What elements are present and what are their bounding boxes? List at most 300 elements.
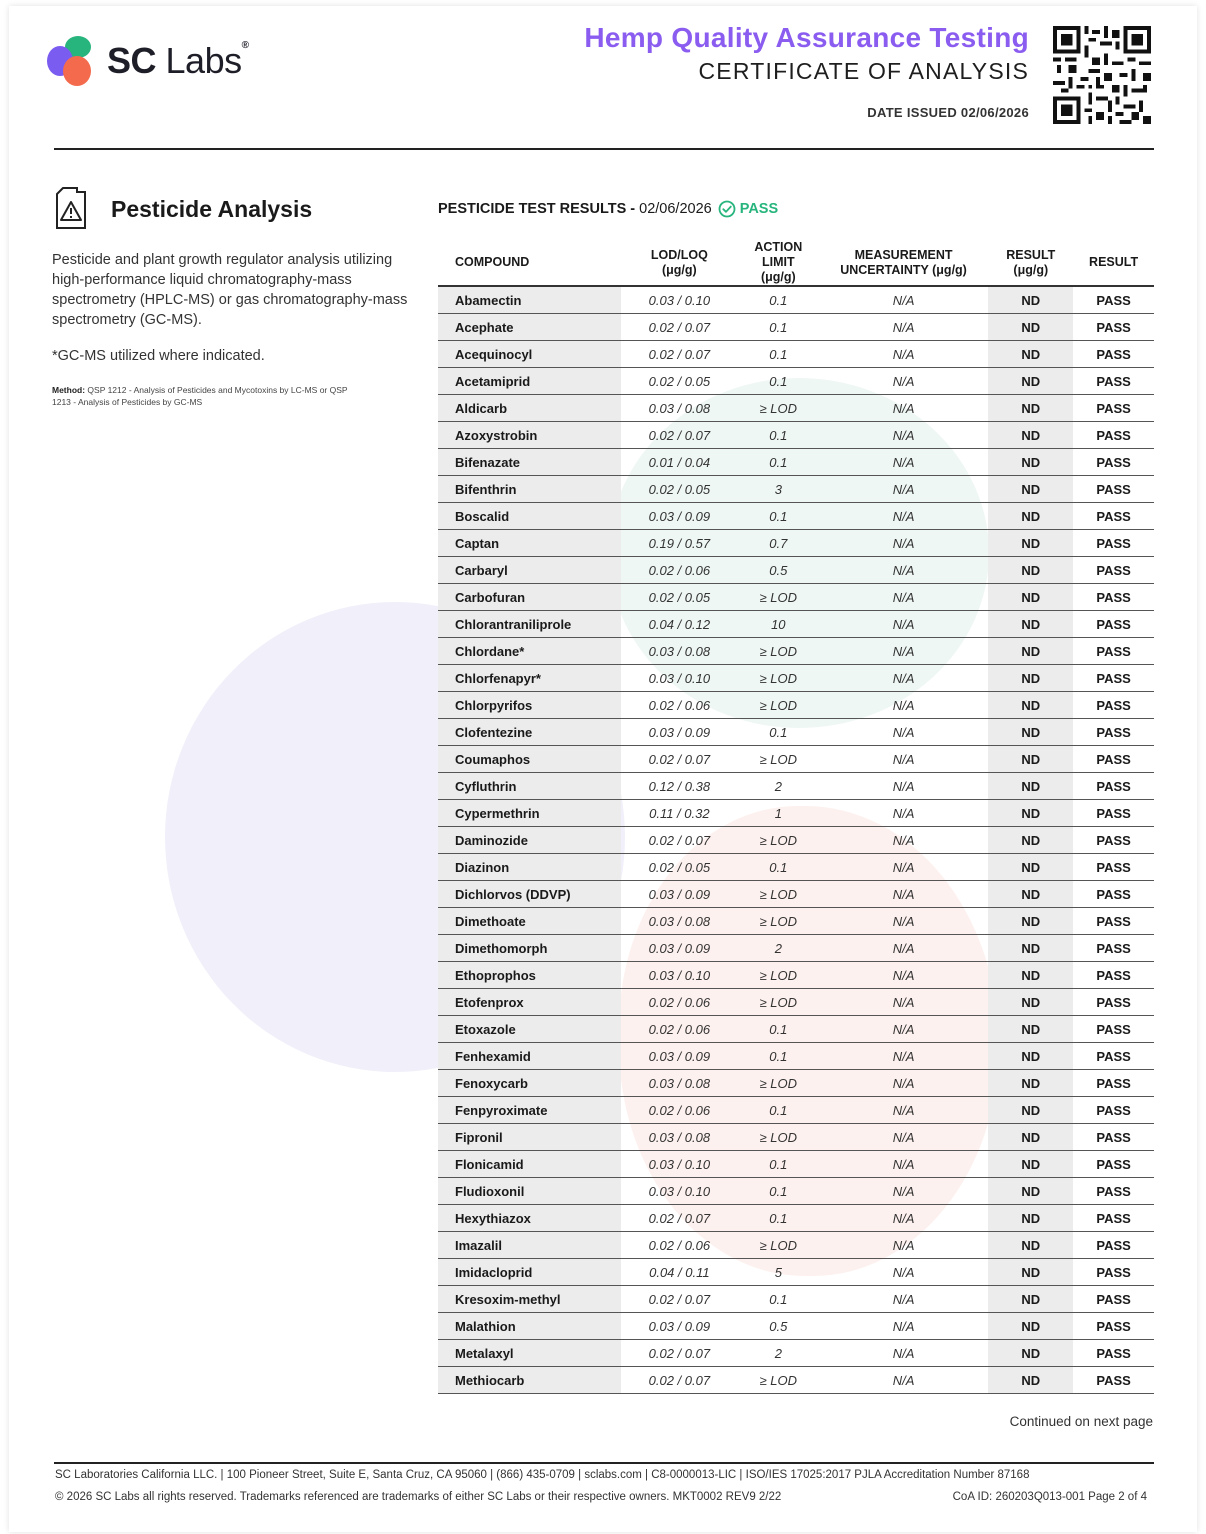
uncertainty-cell: N/A bbox=[819, 449, 989, 476]
results-header: PESTICIDE TEST RESULTS - 02/06/2026 PASS bbox=[438, 201, 779, 217]
action-limit-cell: ≥ LOD bbox=[738, 692, 819, 719]
result-status-cell: PASS bbox=[1073, 1232, 1154, 1259]
table-row bbox=[438, 611, 1154, 638]
action-limit-cell: 0.1 bbox=[738, 719, 819, 746]
result-value-cell: ND bbox=[988, 935, 1073, 962]
action-limit-cell: ≥ LOD bbox=[738, 395, 819, 422]
result-status-cell: PASS bbox=[1073, 557, 1154, 584]
lod-loq-cell: 0.03 / 0.08 bbox=[621, 1124, 738, 1151]
results-date: 02/06/2026 bbox=[639, 201, 712, 217]
qr-code-icon bbox=[1053, 26, 1151, 124]
table-row bbox=[438, 665, 1154, 692]
compound-cell: Bifenthrin bbox=[438, 476, 621, 503]
result-value-cell: ND bbox=[988, 1097, 1073, 1124]
action-limit-cell: 0.1 bbox=[738, 1043, 819, 1070]
compound-cell: Dimethomorph bbox=[438, 935, 621, 962]
result-status-cell: PASS bbox=[1073, 611, 1154, 638]
lod-loq-cell: 0.02 / 0.07 bbox=[621, 422, 738, 449]
table-row bbox=[438, 449, 1154, 476]
col-result-value: RESULT (μg/g) bbox=[988, 240, 1073, 286]
uncertainty-cell: N/A bbox=[819, 1097, 989, 1124]
col-lod-loq: LOD/LOQ (μg/g) bbox=[621, 240, 738, 286]
result-value-cell: ND bbox=[988, 530, 1073, 557]
result-status-cell: PASS bbox=[1073, 1097, 1154, 1124]
pesticide-container-icon bbox=[53, 186, 89, 230]
lod-loq-cell: 0.02 / 0.07 bbox=[621, 341, 738, 368]
table-row bbox=[438, 557, 1154, 584]
result-value-cell: ND bbox=[988, 1367, 1073, 1394]
compound-cell: Imidacloprid bbox=[438, 1259, 621, 1286]
action-limit-cell: 0.1 bbox=[738, 503, 819, 530]
uncertainty-cell: N/A bbox=[819, 827, 989, 854]
compound-cell: Carbofuran bbox=[438, 584, 621, 611]
lod-loq-cell: 0.03 / 0.09 bbox=[621, 935, 738, 962]
action-limit-cell: ≥ LOD bbox=[738, 989, 819, 1016]
table-row bbox=[438, 314, 1154, 341]
compound-cell: Etoxazole bbox=[438, 1016, 621, 1043]
result-status-cell: PASS bbox=[1073, 746, 1154, 773]
compound-cell: Metalaxyl bbox=[438, 1340, 621, 1367]
table-row bbox=[438, 530, 1154, 557]
lod-loq-cell: 0.03 / 0.08 bbox=[621, 395, 738, 422]
result-value-cell: ND bbox=[988, 638, 1073, 665]
compound-cell: Fipronil bbox=[438, 1124, 621, 1151]
compound-cell: Aldicarb bbox=[438, 395, 621, 422]
result-status-cell: PASS bbox=[1073, 395, 1154, 422]
result-status-cell: PASS bbox=[1073, 692, 1154, 719]
result-value-cell: ND bbox=[988, 665, 1073, 692]
table-row bbox=[438, 638, 1154, 665]
result-status-cell: PASS bbox=[1073, 341, 1154, 368]
table-row bbox=[438, 341, 1154, 368]
uncertainty-cell: N/A bbox=[819, 719, 989, 746]
compound-cell: Ethoprophos bbox=[438, 962, 621, 989]
table-row bbox=[438, 1043, 1154, 1070]
lod-loq-cell: 0.12 / 0.38 bbox=[621, 773, 738, 800]
lod-loq-cell: 0.02 / 0.06 bbox=[621, 989, 738, 1016]
table-row bbox=[438, 854, 1154, 881]
table-row bbox=[438, 881, 1154, 908]
result-value-cell: ND bbox=[988, 800, 1073, 827]
lod-loq-cell: 0.03 / 0.09 bbox=[621, 1043, 738, 1070]
action-limit-cell: ≥ LOD bbox=[738, 962, 819, 989]
footer-address: SC Laboratories California LLC. | 100 Pioneer Street, Suite E, Santa Cruz, CA 95060 | (866) 435-0709 | sclabs.com | C8-0000013-LIC | ISO/IES 17025:2017 PJLA Accreditation Number 87168 bbox=[55, 1469, 1030, 1481]
result-status-cell: PASS bbox=[1073, 1151, 1154, 1178]
compound-cell: Clofentezine bbox=[438, 719, 621, 746]
compound-cell: Chlorpyrifos bbox=[438, 692, 621, 719]
lod-loq-cell: 0.02 / 0.05 bbox=[621, 476, 738, 503]
result-status-cell: PASS bbox=[1073, 476, 1154, 503]
uncertainty-cell: N/A bbox=[819, 341, 989, 368]
lod-loq-cell: 0.03 / 0.10 bbox=[621, 665, 738, 692]
compound-cell: Chlordane* bbox=[438, 638, 621, 665]
result-status-cell: PASS bbox=[1073, 1259, 1154, 1286]
compound-cell: Methiocarb bbox=[438, 1367, 621, 1394]
lod-loq-cell: 0.02 / 0.07 bbox=[621, 1286, 738, 1313]
table-row bbox=[438, 503, 1154, 530]
uncertainty-cell: N/A bbox=[819, 773, 989, 800]
col-result-status: RESULT bbox=[1073, 240, 1154, 286]
lod-loq-cell: 0.02 / 0.07 bbox=[621, 827, 738, 854]
table-header-row bbox=[438, 240, 1154, 286]
compound-cell: Imazalil bbox=[438, 1232, 621, 1259]
col-compound: COMPOUND bbox=[438, 240, 621, 286]
compound-cell: Carbaryl bbox=[438, 557, 621, 584]
footer-copyright: © 2026 SC Labs all rights reserved. Trademarks referenced are trademarks of either SC Labs or their respective owners. MKT0002 REV9 2/22 bbox=[55, 1491, 782, 1503]
result-value-cell: ND bbox=[988, 449, 1073, 476]
lod-loq-cell: 0.11 / 0.32 bbox=[621, 800, 738, 827]
result-status-cell: PASS bbox=[1073, 719, 1154, 746]
action-limit-cell: ≥ LOD bbox=[738, 665, 819, 692]
uncertainty-cell: N/A bbox=[819, 1232, 989, 1259]
result-value-cell: ND bbox=[988, 341, 1073, 368]
table-row bbox=[438, 1340, 1154, 1367]
compound-cell: Fenpyroximate bbox=[438, 1097, 621, 1124]
action-limit-cell: 0.1 bbox=[738, 449, 819, 476]
uncertainty-cell: N/A bbox=[819, 854, 989, 881]
header-divider bbox=[54, 148, 1154, 150]
compound-cell: Diazinon bbox=[438, 854, 621, 881]
result-value-cell: ND bbox=[988, 1043, 1073, 1070]
table-row bbox=[438, 935, 1154, 962]
result-value-cell: ND bbox=[988, 881, 1073, 908]
result-status-cell: PASS bbox=[1073, 1340, 1154, 1367]
uncertainty-cell: N/A bbox=[819, 1340, 989, 1367]
action-limit-cell: 0.5 bbox=[738, 1313, 819, 1340]
compound-cell: Bifenazate bbox=[438, 449, 621, 476]
compound-cell: Boscalid bbox=[438, 503, 621, 530]
lod-loq-cell: 0.03 / 0.10 bbox=[621, 1178, 738, 1205]
uncertainty-cell: N/A bbox=[819, 1016, 989, 1043]
result-value-cell: ND bbox=[988, 962, 1073, 989]
result-value-cell: ND bbox=[988, 1178, 1073, 1205]
section-description: Pesticide and plant growth regulator analysis utilizing high-performance liquid chromatography-mass spectrometry (HPLC-MS) or gas chromatography-mass spectrometry (GC-MS). bbox=[52, 252, 408, 328]
section-title: Pesticide Analysis bbox=[111, 196, 313, 222]
action-limit-cell: 0.1 bbox=[738, 314, 819, 341]
overall-status-badge: PASS bbox=[739, 201, 779, 217]
result-status-cell: PASS bbox=[1073, 638, 1154, 665]
result-status-cell: PASS bbox=[1073, 1313, 1154, 1340]
uncertainty-cell: N/A bbox=[819, 1043, 989, 1070]
compound-cell: Malathion bbox=[438, 1313, 621, 1340]
result-status-cell: PASS bbox=[1073, 503, 1154, 530]
result-value-cell: ND bbox=[988, 584, 1073, 611]
compound-cell: Abamectin bbox=[438, 286, 621, 314]
result-value-cell: ND bbox=[988, 746, 1073, 773]
uncertainty-cell: N/A bbox=[819, 881, 989, 908]
uncertainty-cell: N/A bbox=[819, 692, 989, 719]
lod-loq-cell: 0.03 / 0.09 bbox=[621, 719, 738, 746]
sc-labs-logo bbox=[47, 36, 248, 86]
uncertainty-cell: N/A bbox=[819, 665, 989, 692]
lod-loq-cell: 0.03 / 0.08 bbox=[621, 908, 738, 935]
uncertainty-cell: N/A bbox=[819, 530, 989, 557]
uncertainty-cell: N/A bbox=[819, 1124, 989, 1151]
result-value-cell: ND bbox=[988, 395, 1073, 422]
table-row bbox=[438, 584, 1154, 611]
table-row bbox=[438, 908, 1154, 935]
gcms-note: *GC-MS utilized where indicated. bbox=[52, 348, 265, 364]
result-status-cell: PASS bbox=[1073, 989, 1154, 1016]
table-row bbox=[438, 719, 1154, 746]
action-limit-cell: 0.1 bbox=[738, 368, 819, 395]
table-row bbox=[438, 827, 1154, 854]
result-status-cell: PASS bbox=[1073, 1124, 1154, 1151]
action-limit-cell: 0.1 bbox=[738, 1151, 819, 1178]
compound-cell: Acetamiprid bbox=[438, 368, 621, 395]
document-header bbox=[584, 22, 1029, 120]
table-row bbox=[438, 368, 1154, 395]
action-limit-cell: ≥ LOD bbox=[738, 1232, 819, 1259]
action-limit-cell: ≥ LOD bbox=[738, 638, 819, 665]
uncertainty-cell: N/A bbox=[819, 1205, 989, 1232]
table-row bbox=[438, 1070, 1154, 1097]
lod-loq-cell: 0.02 / 0.05 bbox=[621, 854, 738, 881]
uncertainty-cell: N/A bbox=[819, 395, 989, 422]
lod-loq-cell: 0.02 / 0.05 bbox=[621, 368, 738, 395]
action-limit-cell: 1 bbox=[738, 800, 819, 827]
table-row bbox=[438, 1205, 1154, 1232]
result-status-cell: PASS bbox=[1073, 368, 1154, 395]
table-row bbox=[438, 395, 1154, 422]
method-note: Method: QSP 1212 - Analysis of Pesticides and Mycotoxins by LC-MS or QSP 1213 - Analysis of Pesticides by GC-MS bbox=[52, 385, 348, 407]
table-row bbox=[438, 1232, 1154, 1259]
compound-cell: Acequinocyl bbox=[438, 341, 621, 368]
table-row bbox=[438, 1313, 1154, 1340]
uncertainty-cell: N/A bbox=[819, 746, 989, 773]
action-limit-cell: ≥ LOD bbox=[738, 1124, 819, 1151]
action-limit-cell: 2 bbox=[738, 935, 819, 962]
uncertainty-cell: N/A bbox=[819, 935, 989, 962]
result-value-cell: ND bbox=[988, 908, 1073, 935]
compound-cell: Fenoxycarb bbox=[438, 1070, 621, 1097]
compound-cell: Acephate bbox=[438, 314, 621, 341]
compound-cell: Coumaphos bbox=[438, 746, 621, 773]
action-limit-cell: 2 bbox=[738, 773, 819, 800]
result-status-cell: PASS bbox=[1073, 1016, 1154, 1043]
document-subtitle: CERTIFICATE OF ANALYSIS bbox=[698, 58, 1029, 84]
logo-dots-icon bbox=[47, 36, 97, 86]
action-limit-cell: 0.1 bbox=[738, 422, 819, 449]
result-status-cell: PASS bbox=[1073, 800, 1154, 827]
uncertainty-cell: N/A bbox=[819, 476, 989, 503]
result-value-cell: ND bbox=[988, 1232, 1073, 1259]
result-value-cell: ND bbox=[988, 827, 1073, 854]
date-issued: DATE ISSUED 02/06/2026 bbox=[867, 105, 1029, 120]
action-limit-cell: 0.1 bbox=[738, 1286, 819, 1313]
uncertainty-cell: N/A bbox=[819, 611, 989, 638]
result-status-cell: PASS bbox=[1073, 773, 1154, 800]
action-limit-cell: 10 bbox=[738, 611, 819, 638]
compound-cell: Etofenprox bbox=[438, 989, 621, 1016]
lod-loq-cell: 0.02 / 0.07 bbox=[621, 1205, 738, 1232]
result-status-cell: PASS bbox=[1073, 881, 1154, 908]
result-status-cell: PASS bbox=[1073, 1205, 1154, 1232]
action-limit-cell: 0.1 bbox=[738, 1097, 819, 1124]
result-status-cell: PASS bbox=[1073, 908, 1154, 935]
lod-loq-cell: 0.03 / 0.10 bbox=[621, 286, 738, 314]
action-limit-cell: 0.1 bbox=[738, 1205, 819, 1232]
result-status-cell: PASS bbox=[1073, 935, 1154, 962]
result-status-cell: PASS bbox=[1073, 1286, 1154, 1313]
result-value-cell: ND bbox=[988, 1124, 1073, 1151]
lod-loq-cell: 0.02 / 0.06 bbox=[621, 1097, 738, 1124]
uncertainty-cell: N/A bbox=[819, 286, 989, 314]
col-action-limit: ACTION LIMIT (μg/g) bbox=[738, 240, 819, 286]
action-limit-cell: 5 bbox=[738, 1259, 819, 1286]
result-status-cell: PASS bbox=[1073, 1043, 1154, 1070]
uncertainty-cell: N/A bbox=[819, 422, 989, 449]
uncertainty-cell: N/A bbox=[819, 368, 989, 395]
compound-cell: Daminozide bbox=[438, 827, 621, 854]
lod-loq-cell: 0.02 / 0.06 bbox=[621, 1232, 738, 1259]
result-status-cell: PASS bbox=[1073, 1367, 1154, 1394]
result-status-cell: PASS bbox=[1073, 584, 1154, 611]
table-row bbox=[438, 773, 1154, 800]
uncertainty-cell: N/A bbox=[819, 1151, 989, 1178]
lod-loq-cell: 0.02 / 0.06 bbox=[621, 557, 738, 584]
certificate-page bbox=[9, 6, 1197, 1532]
logo-wordmark: SC Labs® bbox=[107, 40, 249, 81]
action-limit-cell: 0.1 bbox=[738, 854, 819, 881]
uncertainty-cell: N/A bbox=[819, 989, 989, 1016]
result-value-cell: ND bbox=[988, 692, 1073, 719]
result-value-cell: ND bbox=[988, 989, 1073, 1016]
lod-loq-cell: 0.01 / 0.04 bbox=[621, 449, 738, 476]
action-limit-cell: 0.1 bbox=[738, 1016, 819, 1043]
lod-loq-cell: 0.02 / 0.07 bbox=[621, 746, 738, 773]
action-limit-cell: 0.1 bbox=[738, 286, 819, 314]
table-row bbox=[438, 1124, 1154, 1151]
result-status-cell: PASS bbox=[1073, 1178, 1154, 1205]
action-limit-cell: 0.5 bbox=[738, 557, 819, 584]
result-status-cell: PASS bbox=[1073, 286, 1154, 314]
compound-cell: Fenhexamid bbox=[438, 1043, 621, 1070]
pass-check-icon bbox=[718, 200, 736, 218]
lod-loq-cell: 0.03 / 0.09 bbox=[621, 881, 738, 908]
result-value-cell: ND bbox=[988, 476, 1073, 503]
result-value-cell: ND bbox=[988, 773, 1073, 800]
action-limit-cell: ≥ LOD bbox=[738, 746, 819, 773]
table-row bbox=[438, 1178, 1154, 1205]
lod-loq-cell: 0.03 / 0.09 bbox=[621, 503, 738, 530]
footer-coa-id: CoA ID: 260203Q013-001 Page 2 of 4 bbox=[952, 1491, 1147, 1503]
compound-cell: Kresoxim-methyl bbox=[438, 1286, 621, 1313]
footer-divider bbox=[54, 1462, 1154, 1464]
result-status-cell: PASS bbox=[1073, 665, 1154, 692]
table-row bbox=[438, 746, 1154, 773]
lod-loq-cell: 0.02 / 0.06 bbox=[621, 692, 738, 719]
document-title: Hemp Quality Assurance Testing bbox=[584, 22, 1029, 53]
uncertainty-cell: N/A bbox=[819, 962, 989, 989]
table-row bbox=[438, 692, 1154, 719]
compound-cell: Chlorantraniliprole bbox=[438, 611, 621, 638]
lod-loq-cell: 0.04 / 0.11 bbox=[621, 1259, 738, 1286]
table-row bbox=[438, 422, 1154, 449]
lod-loq-cell: 0.03 / 0.08 bbox=[621, 1070, 738, 1097]
action-limit-cell: 0.7 bbox=[738, 530, 819, 557]
action-limit-cell: 0.1 bbox=[738, 1178, 819, 1205]
table-row bbox=[438, 1286, 1154, 1313]
compound-cell: Cypermethrin bbox=[438, 800, 621, 827]
result-status-cell: PASS bbox=[1073, 1070, 1154, 1097]
table-row bbox=[438, 989, 1154, 1016]
action-limit-cell: ≥ LOD bbox=[738, 908, 819, 935]
lod-loq-cell: 0.04 / 0.12 bbox=[621, 611, 738, 638]
uncertainty-cell: N/A bbox=[819, 557, 989, 584]
uncertainty-cell: N/A bbox=[819, 503, 989, 530]
compound-cell: Dichlorvos (DDVP) bbox=[438, 881, 621, 908]
result-value-cell: ND bbox=[988, 1070, 1073, 1097]
result-status-cell: PASS bbox=[1073, 314, 1154, 341]
action-limit-cell: 0.1 bbox=[738, 341, 819, 368]
table-row bbox=[438, 476, 1154, 503]
result-status-cell: PASS bbox=[1073, 449, 1154, 476]
compound-cell: Cyfluthrin bbox=[438, 773, 621, 800]
uncertainty-cell: N/A bbox=[819, 638, 989, 665]
compound-cell: Captan bbox=[438, 530, 621, 557]
result-value-cell: ND bbox=[988, 557, 1073, 584]
col-measurement-uncertainty: MEASUREMENT UNCERTAINTY (μg/g) bbox=[819, 240, 989, 286]
result-value-cell: ND bbox=[988, 719, 1073, 746]
lod-loq-cell: 0.03 / 0.10 bbox=[621, 962, 738, 989]
result-value-cell: ND bbox=[988, 368, 1073, 395]
result-status-cell: PASS bbox=[1073, 530, 1154, 557]
compound-cell: Dimethoate bbox=[438, 908, 621, 935]
result-status-cell: PASS bbox=[1073, 854, 1154, 881]
result-value-cell: ND bbox=[988, 503, 1073, 530]
result-value-cell: ND bbox=[988, 1205, 1073, 1232]
action-limit-cell: ≥ LOD bbox=[738, 1070, 819, 1097]
lod-loq-cell: 0.03 / 0.09 bbox=[621, 1313, 738, 1340]
uncertainty-cell: N/A bbox=[819, 1178, 989, 1205]
result-value-cell: ND bbox=[988, 854, 1073, 881]
result-status-cell: PASS bbox=[1073, 422, 1154, 449]
result-status-cell: PASS bbox=[1073, 827, 1154, 854]
uncertainty-cell: N/A bbox=[819, 1313, 989, 1340]
uncertainty-cell: N/A bbox=[819, 1367, 989, 1394]
lod-loq-cell: 0.19 / 0.57 bbox=[621, 530, 738, 557]
table-row bbox=[438, 1259, 1154, 1286]
lod-loq-cell: 0.02 / 0.07 bbox=[621, 1367, 738, 1394]
action-limit-cell: ≥ LOD bbox=[738, 827, 819, 854]
uncertainty-cell: N/A bbox=[819, 1259, 989, 1286]
lod-loq-cell: 0.02 / 0.05 bbox=[621, 584, 738, 611]
action-limit-cell: ≥ LOD bbox=[738, 584, 819, 611]
uncertainty-cell: N/A bbox=[819, 1070, 989, 1097]
action-limit-cell: ≥ LOD bbox=[738, 1367, 819, 1394]
lod-loq-cell: 0.02 / 0.07 bbox=[621, 314, 738, 341]
lod-loq-cell: 0.03 / 0.08 bbox=[621, 638, 738, 665]
uncertainty-cell: N/A bbox=[819, 800, 989, 827]
table-row bbox=[438, 1151, 1154, 1178]
table-row bbox=[438, 800, 1154, 827]
compound-cell: Flonicamid bbox=[438, 1151, 621, 1178]
table-row bbox=[438, 1097, 1154, 1124]
lod-loq-cell: 0.03 / 0.10 bbox=[621, 1151, 738, 1178]
result-value-cell: ND bbox=[988, 1286, 1073, 1313]
result-value-cell: ND bbox=[988, 611, 1073, 638]
table-row bbox=[438, 962, 1154, 989]
result-value-cell: ND bbox=[988, 314, 1073, 341]
compound-cell: Azoxystrobin bbox=[438, 422, 621, 449]
result-value-cell: ND bbox=[988, 1151, 1073, 1178]
action-limit-cell: 3 bbox=[738, 476, 819, 503]
continued-note: Continued on next page bbox=[1009, 1414, 1153, 1429]
compound-cell: Chlorfenapyr* bbox=[438, 665, 621, 692]
result-value-cell: ND bbox=[988, 286, 1073, 314]
result-value-cell: ND bbox=[988, 1016, 1073, 1043]
